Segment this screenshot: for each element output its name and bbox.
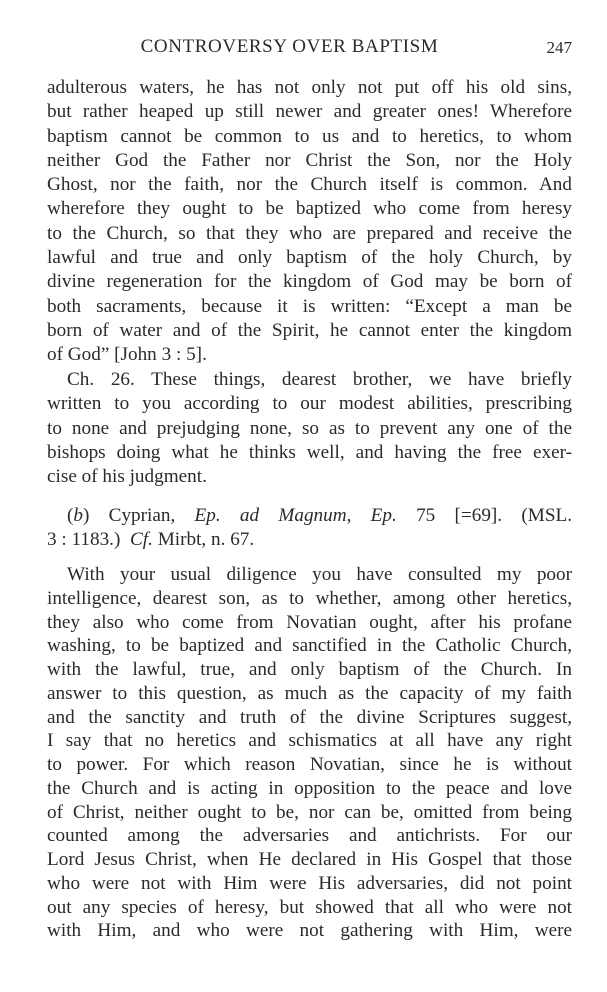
citation-text: 3 : 1183.): [47, 529, 130, 551]
citation-text: Mirbt, n. 67.: [152, 529, 255, 551]
text-line: intelligence, dearest son, as to whether, among other heretics,: [47, 587, 572, 609]
text-line: neither God the Father nor Christ the Son, nor the Holy: [47, 149, 572, 171]
citation-text: (: [67, 505, 74, 526]
text-line: written to you according to our modest abilities, prescribing: [47, 393, 572, 415]
text-line: lawful and true and only baptism of the holy Church, by: [47, 247, 572, 269]
text-line: counted among the adversaries and antichrists. For our: [47, 825, 572, 847]
text-line: they also who come from Novatian ought, after his profane: [47, 611, 572, 633]
text-line: With your usual diligence you have consulted my poor: [67, 564, 572, 585]
text-line: to power. For which reason Novatian, since he is without: [47, 754, 572, 775]
text-line: cise of his judgment.: [47, 466, 207, 488]
running-header-title: CONTROVERSY OVER BAPTISM: [140, 36, 439, 57]
citation-italic: Ep.: [370, 505, 397, 526]
text-line: divine regeneration for the kingdom of God may be born of: [47, 271, 572, 293]
text-line: who were not with Him were His adversaries, did not point: [47, 872, 572, 894]
paragraph-3: [47, 563, 572, 943]
text-line: born of water and of the Spirit, he cannot enter the kingdom: [47, 319, 572, 341]
citation-line-2: [47, 528, 572, 552]
text-line: washing, to be baptized and sanctified in the Catholic Church,: [47, 635, 572, 657]
text-line: with the lawful, true, and only baptism of the Church. In: [47, 659, 572, 680]
citation-text: ,: [346, 505, 371, 526]
paragraph-2: [47, 368, 572, 489]
text-line: I say that no heretics and schismatics at all have any right: [47, 730, 572, 752]
text-line: of God” [John 3 : 5].: [47, 344, 207, 366]
text-line: bishops doing what he thinks well, and having the free exer-: [47, 441, 572, 463]
text-line: to the Church, so that they who are prepared and receive the: [47, 222, 572, 244]
text-line: adulterous waters, he has not only not put off his old sins,: [47, 77, 572, 98]
text-line: Lord Jesus Christ, when He declared in His Gospel that those: [47, 849, 572, 870]
paragraph-1: [47, 76, 572, 368]
text-line: and the sanctity and truth of the divine Scriptures suggest,: [47, 706, 572, 728]
text-line: baptism cannot be common to us and to heretics, to whom: [47, 125, 572, 147]
page-number: 247: [546, 38, 572, 57]
running-header: [47, 36, 572, 62]
text-line: the Church and is acting in opposition to the peace and love: [47, 777, 572, 799]
text-line: Ghost, nor the faith, nor the Church itself is common. And: [47, 174, 572, 196]
text-line: Ch. 26. These things, dearest brother, we have briefly: [67, 369, 572, 390]
text-line: with Him, and who were not gathering with Him, were: [47, 920, 572, 942]
citation-work-title: Ep. ad Magnum: [194, 505, 347, 526]
text-line: answer to this question, as much as the capacity of my faith: [47, 682, 572, 704]
citation-text: ) Cyprian,: [82, 505, 195, 526]
text-line: but rather heaped up still newer and greater ones! Wherefore: [47, 101, 572, 123]
source-citation: [47, 504, 572, 553]
citation-italic: Cf.: [129, 529, 153, 551]
text-line: wherefore they ought to be baptized who come from heresy: [47, 198, 572, 220]
citation-text: 75 [=69]. (MSL.: [396, 505, 573, 526]
text-line: both sacraments, because it is written: “Except a man be: [47, 295, 572, 317]
text-line: out any species of heresy, but showed that all who were not: [47, 896, 572, 918]
text-line: of Christ, neither ought to be, nor can be, omitted from being: [47, 801, 572, 823]
text-line: to none and prejudging none, so as to prevent any one of the: [47, 417, 572, 439]
citation-italic: b: [73, 505, 83, 526]
citation-line-1: [47, 504, 572, 528]
